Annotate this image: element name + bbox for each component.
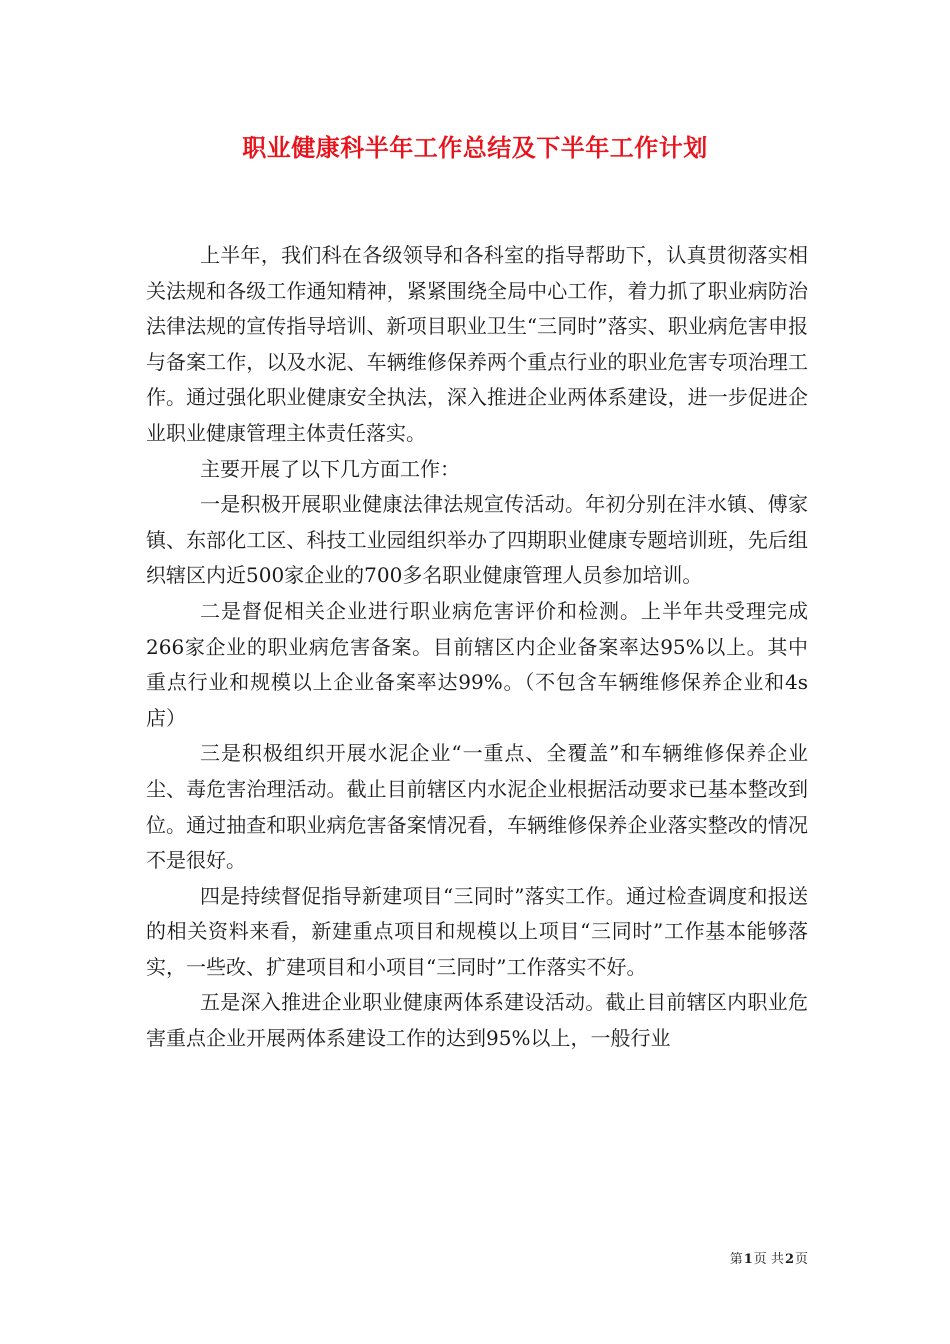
paragraph-item-1: 一是积极开展职业健康法律法规宣传活动。年初分别在沣水镇、傅家镇、东部化工区、科技工业园组织举办了四期职业健康专题培训班，先后组织辖区内近500家企业的700多名职业健康管理人员参加培训。 bbox=[146, 492, 808, 588]
paragraph-item-4: 四是持续督促指导新建项目“三同时”落实工作。通过检查调度和报送的相关资料来看，新建重点项目和规模以上项目“三同时”工作基本能够落实，一些改、扩建项目和小项目“三同时”工作落实不好。 bbox=[146, 883, 808, 979]
document-title: 职业健康科半年工作总结及下半年工作计划 bbox=[242, 133, 708, 162]
paragraph-item-5: 五是深入推进企业职业健康两体系建设活动。截止目前辖区内职业危害重点企业开展两体系建设工作的达到95%以上，一般行业 bbox=[146, 990, 808, 1051]
paragraph-item-2: 二是督促相关企业进行职业病危害评价和检测。上半年共受理完成266家企业的职业病危害备案。目前辖区内企业备案率达95%以上。其中重点行业和规模以上企业备案率达99%。（不包含车辆维修保养企业和4s店） bbox=[146, 598, 808, 730]
paragraph-item-3: 三是积极组织开展水泥企业“一重点、全覆盖”和车辆维修保养企业尘、毒危害治理活动。截止目前辖区内水泥企业根据活动要求已基本整改到位。通过抽查和职业病危害备案情况看，车辆维修保养企业落实整改的情况不是很好。 bbox=[146, 741, 808, 873]
footer-suffix: 页 bbox=[794, 1252, 808, 1267]
page-number-footer bbox=[730, 1248, 808, 1267]
total-pages-number: 2 bbox=[784, 1252, 794, 1267]
document-body bbox=[146, 238, 808, 1057]
current-page-number: 1 bbox=[743, 1252, 753, 1267]
footer-prefix: 第 bbox=[729, 1252, 743, 1267]
paragraph-intro: 上半年，我们科在各级领导和各科室的指导帮助下，认真贯彻落实相关法规和各级工作通知精神，紧紧围绕全局中心工作，着力抓了职业病防治法律法规的宣传指导培训、新项目职业卫生“三同时”落实、职业病危害申报与备案工作，以及水泥、车辆维修保养两个重点行业的职业危害专项治理工作。通过强化职业健康安全执法，深入推进企业两体系建设，进一步促进企业职业健康管理主体责任落实。 bbox=[146, 243, 808, 445]
paragraph-main-work: 主要开展了以下几方面工作： bbox=[200, 456, 460, 481]
footer-middle: 页 共 bbox=[753, 1252, 784, 1267]
